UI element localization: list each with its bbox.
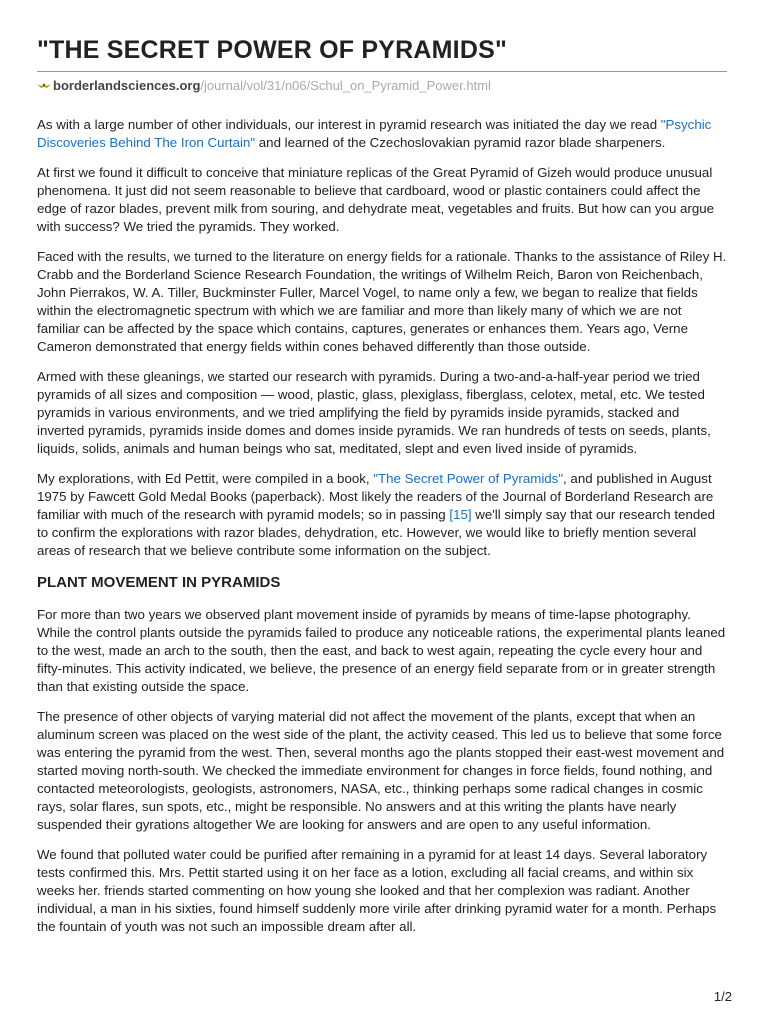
page-title: "THE SECRET POWER OF PYRAMIDS" bbox=[37, 36, 508, 64]
paragraph: At first we found it difficult to conceive that miniature replicas of the Great Pyramid of Gizeh would produce unusual phenomena. It just did not seem reasonable to believe that cardboard, wood or plastic containers could affect the edge of razor blades, prevent milk from souring, and dehydrate meat, vegetables and fruits. But how can you argue with success? We tried the pyramids. They worked. bbox=[37, 165, 715, 234]
reference-15-link[interactable]: [15] bbox=[449, 507, 472, 522]
paragraph-text: As with a large number of other individuals, our interest in pyramid research was initiated the day we read bbox=[37, 117, 661, 132]
paragraph: Faced with the results, we turned to the literature on energy fields for a rationale. Thanks to the assistance of Riley H. Crabb and the Borderland Science Research Foundation, the writings of Wilhelm Reich, Baron von Reichenbach, John Pierrakos, W. A. Tiller, Buckminster Fuller, Marcel Vogel, to name only a few, we began to realize that fields within the electromagnetic spectrum with which we are familiar and more than likely many of which we are not familiar can be affected by the space which contains, captures, generates or enhances them. Years ago, Verne Cameron demonstrated that energy fields within cones behaved differently than those outside. bbox=[37, 249, 727, 354]
paragraph bbox=[37, 470, 727, 560]
psychic-discoveries-link[interactable]: "Psychic Discoveries Behind The Iron Curtain" bbox=[37, 117, 712, 150]
source-path[interactable]: /journal/vol/31/n06/Schul_on_Pyramid_Power.html bbox=[200, 78, 491, 93]
paragraph: We found that polluted water could be purified after remaining in a pyramid for at least 14 days. Several laboratory tests confirmed this. Mrs. Pettit started using it on her face as a lotion, excluding all facial creams, and within six weeks her. friends started commenting on how young she looked and that her complexion was radiant. Another individual, a man in his sixties, found himself suddenly more virile after drinking pyramid water for a month. Perhaps the fountain of youth was not such an impossible dream after all. bbox=[37, 847, 717, 934]
secret-power-book-link[interactable]: "The Secret Power of Pyramids" bbox=[373, 471, 564, 486]
bird-logo-icon bbox=[37, 79, 51, 89]
source-domain[interactable]: borderlandsciences.org bbox=[53, 78, 201, 93]
paragraph-text: , and published in August 1975 by Fawcett Gold Medal Books (paperback). Most likely the readers of the Journal of Borderland Research are familiar with much of the research with pyramid models; so in passing bbox=[37, 471, 714, 522]
paragraph: For more than two years we observed plant movement inside of pyramids by means of time-lapse photography. While the control plants outside the pyramids failed to produce any noticeable rations, the experimental plants leaned to the west, made an arch to the south, then the east, and back to west again, repeating the cycle every hour and fifty-minutes. This activity indicated, we believe, the presence of an energy field separate from or in greater strength than that existing outside the space. bbox=[37, 607, 726, 694]
article-body bbox=[37, 116, 727, 948]
paragraph bbox=[37, 116, 727, 152]
paragraph: Armed with these gleanings, we started our research with pyramids. During a two-and-a-half-year period we tried pyramids of all sizes and composition — wood, plastic, glass, plexiglass, fiberglass, celotex, metal, etc. We tested pyramids in various environments, and we tried amplifying the field by pyramids inside pyramids, stacked and inverted pyramids, pyramids inside domes and domes inside pyramids. We ran hundreds of tests on seeds, plants, liquids, solids, animals and human beings who sat, meditated, slept and even lived inside of pyramids. bbox=[37, 369, 711, 456]
paragraph-text: and learned of the Czechoslovakian pyramid razor blade sharpeners. bbox=[255, 135, 666, 150]
title-divider bbox=[37, 71, 727, 72]
paragraph-text: we'll simply say that our research tended to confirm the explorations with razor blades, dehydration, etc. However, we would like to briefly mention several areas of research that we believe contribute some information on the subject. bbox=[37, 507, 716, 558]
source-url[interactable] bbox=[37, 78, 491, 93]
section-heading: PLANT MOVEMENT IN PYRAMIDS bbox=[37, 574, 281, 591]
page-number: 1/2 bbox=[713, 989, 732, 1004]
paragraph-text: My explorations, with Ed Pettit, were compiled in a book, bbox=[37, 471, 374, 486]
paragraph: The presence of other objects of varying material did not affect the movement of the plants, except that when an aluminum screen was placed on the west side of the plant, the activity ceased. This led us to believe that some force was entering the pyramid from the west. Then, several months ago the plants stopped their east-west movement and started moving north-south. We checked the immediate environment for changes in force fields, found nothing, and contacted meteorologists, geologists, astronomers, NASA, etc., thinking perhaps some radical changes in cosmic rays, solar flares, sun spots, etc., might be responsible. No answers and at this writing the plants have nearly suspended their gyrations altogether We are looking for answers and are open to any useful information. bbox=[37, 709, 725, 832]
